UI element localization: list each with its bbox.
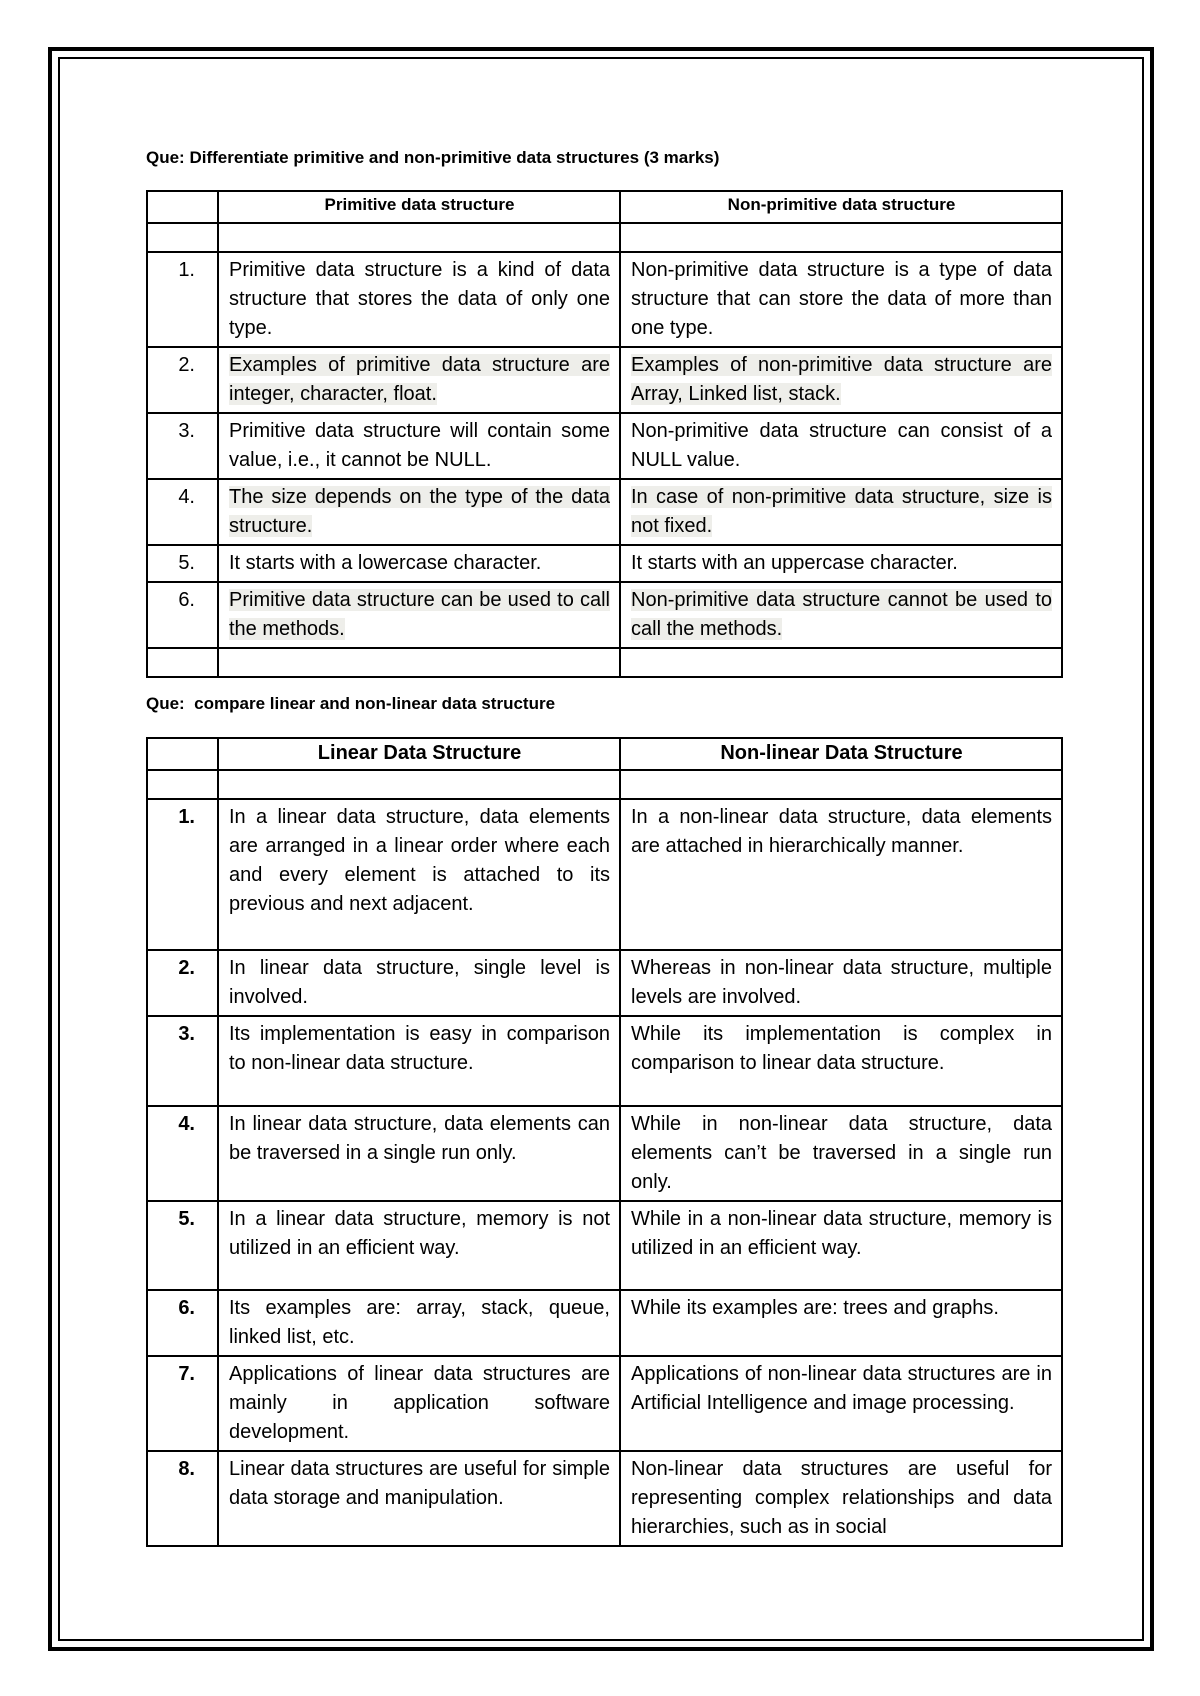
question-2-title: Que: compare linear and non-linear data structure — [146, 694, 556, 713]
header-cell-index — [147, 191, 218, 223]
primitive-cell: Examples of primitive data structure are integer, character, float. — [229, 354, 610, 405]
table-row — [147, 1356, 1062, 1451]
row-number: 4. — [147, 1106, 218, 1201]
linear-vs-nonlinear-table — [146, 737, 1063, 1547]
row-number: 8. — [147, 1451, 218, 1546]
table-header-row — [147, 738, 1062, 770]
header-cell-primitive: Primitive data structure — [218, 191, 620, 223]
linear-cell: In linear data structure, data elements can be traversed in a single run only. — [218, 1106, 620, 1201]
nonlinear-cell: While its implementation is complex in comparison to linear data structure. — [620, 1016, 1062, 1106]
row-number: 5. — [147, 545, 218, 582]
empty-row — [147, 770, 1062, 799]
nonlinear-cell: While in non-linear data structure, data elements can’t be traversed in a single run only. — [620, 1106, 1062, 1201]
primitive-cell: The size depends on the type of the data structure. — [229, 486, 610, 537]
nonlinear-cell: Non-linear data structures are useful for representing complex relationships and data hierarchies, such as in social — [620, 1451, 1062, 1546]
nonlinear-cell: Applications of non-linear data structures are in Artificial Intelligence and image processing. — [620, 1356, 1062, 1451]
linear-cell: Its examples are: array, stack, queue, linked list, etc. — [218, 1290, 620, 1356]
table-header-row — [147, 191, 1062, 223]
primitive-vs-nonprimitive-table — [146, 190, 1063, 678]
row-number: 3. — [147, 413, 218, 479]
table-row — [147, 545, 1062, 582]
row-number: 6. — [147, 582, 218, 648]
primitive-cell: It starts with a lowercase character. — [218, 545, 620, 582]
header-cell-index — [147, 738, 218, 770]
nonlinear-cell: In a non-linear data structure, data elements are attached in hierarchically manner. — [620, 799, 1062, 950]
linear-cell: Linear data structures are useful for simple data storage and manipulation. — [218, 1451, 620, 1546]
nonprimitive-cell: Non-primitive data structure can consist of a NULL value. — [620, 413, 1062, 479]
nonprimitive-cell: Non-primitive data structure cannot be used to call the methods. — [631, 589, 1052, 640]
linear-cell: In a linear data structure, data elements are arranged in a linear order where each and every element is attached to its previous and next adjacent. — [218, 799, 620, 950]
table-row — [147, 413, 1062, 479]
row-number: 4. — [147, 479, 218, 545]
table-row — [147, 1290, 1062, 1356]
header-cell-linear: Linear Data Structure — [218, 738, 620, 770]
empty-row — [147, 648, 1062, 677]
row-number: 7. — [147, 1356, 218, 1451]
linear-cell: In linear data structure, single level is involved. — [218, 950, 620, 1016]
primitive-cell: Primitive data structure can be used to call the methods. — [229, 589, 610, 640]
table-row — [147, 1451, 1062, 1546]
table-row — [147, 1016, 1062, 1106]
nonprimitive-cell: In case of non-primitive data structure, size is not fixed. — [631, 486, 1052, 537]
table-row — [147, 582, 1062, 648]
table-row — [147, 799, 1062, 950]
linear-cell: In a linear data structure, memory is not utilized in an efficient way. — [218, 1201, 620, 1290]
primitive-cell: Primitive data structure will contain some value, i.e., it cannot be NULL. — [218, 413, 620, 479]
row-number: 1. — [147, 252, 218, 347]
row-number: 2. — [147, 347, 218, 413]
header-cell-nonlinear: Non-linear Data Structure — [620, 738, 1062, 770]
linear-cell: Applications of linear data structures are mainly in application software development. — [218, 1356, 620, 1451]
table-row — [147, 950, 1062, 1016]
table-row — [147, 1201, 1062, 1290]
nonprimitive-cell: It starts with an uppercase character. — [620, 545, 1062, 582]
nonlinear-cell: While in a non-linear data structure, memory is utilized in an efficient way. — [620, 1201, 1062, 1290]
nonlinear-cell: Whereas in non-linear data structure, multiple levels are involved. — [620, 950, 1062, 1016]
row-number: 5. — [147, 1201, 218, 1290]
table-row — [147, 479, 1062, 545]
question-1-title: Que: Differentiate primitive and non-primitive data structures (3 marks) — [146, 148, 720, 167]
table-row — [147, 1106, 1062, 1201]
table-row — [147, 252, 1062, 347]
nonprimitive-cell: Non-primitive data structure is a type of data structure that can store the data of more than one type. — [620, 252, 1062, 347]
nonprimitive-cell: Examples of non-primitive data structure are Array, Linked list, stack. — [631, 354, 1052, 405]
table-row — [147, 347, 1062, 413]
row-number: 1. — [147, 799, 218, 950]
empty-row — [147, 223, 1062, 252]
row-number: 2. — [147, 950, 218, 1016]
row-number: 6. — [147, 1290, 218, 1356]
header-cell-nonprimitive: Non-primitive data structure — [620, 191, 1062, 223]
linear-cell: Its implementation is easy in comparison to non-linear data structure. — [218, 1016, 620, 1106]
row-number: 3. — [147, 1016, 218, 1106]
primitive-cell: Primitive data structure is a kind of data structure that stores the data of only one type. — [218, 252, 620, 347]
nonlinear-cell: While its examples are: trees and graphs. — [620, 1290, 1062, 1356]
